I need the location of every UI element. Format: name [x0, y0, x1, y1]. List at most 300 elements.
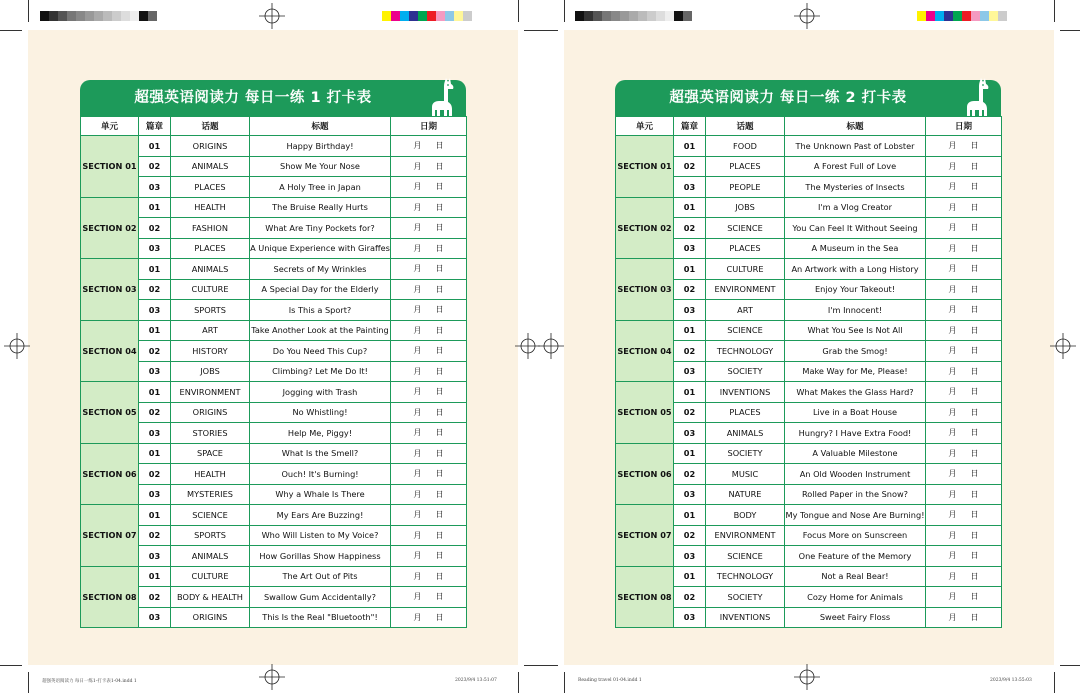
- day-label: 日: [435, 242, 444, 253]
- date-cell[interactable]: [926, 341, 1002, 362]
- title-cell: Secrets of My Wrinkles: [250, 259, 391, 280]
- crop-mark: [28, 672, 29, 693]
- day-label: 日: [970, 488, 979, 499]
- table-row: [616, 177, 1002, 198]
- title-cell: Take Another Look at the Painting: [250, 320, 391, 341]
- table-row: [616, 505, 1002, 526]
- section-label: SECTION 03: [81, 259, 139, 321]
- title-cell: Jogging with Trash: [250, 382, 391, 403]
- date-cell[interactable]: [926, 238, 1002, 259]
- day-label: 日: [970, 406, 979, 417]
- topic-cell: ART: [171, 320, 250, 341]
- chapter-number: 01: [674, 197, 706, 218]
- month-label: 月: [413, 181, 422, 192]
- topic-cell: HEALTH: [171, 197, 250, 218]
- title-cell: What Are Tiny Pockets for?: [250, 218, 391, 239]
- section-label: SECTION 02: [616, 197, 674, 259]
- title-cell: A Holy Tree in Japan: [250, 177, 391, 198]
- date-cell[interactable]: [926, 382, 1002, 403]
- checkin-card: [615, 80, 1001, 628]
- day-label: 日: [435, 591, 444, 602]
- topic-cell: SPORTS: [171, 525, 250, 546]
- section-label: SECTION 07: [616, 505, 674, 567]
- date-cell[interactable]: [926, 423, 1002, 444]
- table-row: [81, 259, 467, 280]
- card-title: 超强英语阅读力 每日一练 2 打卡表: [669, 90, 907, 106]
- registration-mark-icon: [538, 333, 564, 359]
- topic-cell: MUSIC: [706, 464, 785, 485]
- chapter-number: 02: [674, 218, 706, 239]
- card-banner: [615, 80, 1001, 116]
- date-cell[interactable]: [926, 136, 1002, 157]
- month-label: 月: [413, 242, 422, 253]
- month-label: 月: [948, 242, 957, 253]
- crop-mark: [540, 665, 558, 666]
- month-label: 月: [413, 201, 422, 212]
- title-cell: Show Me Your Nose: [250, 156, 391, 177]
- title-cell: One Feature of the Memory: [785, 546, 926, 567]
- table-row: [616, 136, 1002, 157]
- topic-cell: BODY & HEALTH: [171, 587, 250, 608]
- day-label: 日: [435, 550, 444, 561]
- date-cell[interactable]: [926, 464, 1002, 485]
- section-label: SECTION 08: [616, 566, 674, 628]
- day-label: 日: [970, 386, 979, 397]
- topic-cell: SCIENCE: [171, 505, 250, 526]
- date-cell[interactable]: [391, 279, 467, 300]
- day-label: 日: [435, 365, 444, 376]
- date-cell[interactable]: [391, 156, 467, 177]
- crop-mark: [1060, 665, 1080, 666]
- topic-cell: ENVIRONMENT: [171, 382, 250, 403]
- chapter-number: 03: [674, 238, 706, 259]
- table-row: [616, 443, 1002, 464]
- header-chapter: 篇章: [139, 117, 171, 136]
- alpaca-icon: [963, 76, 993, 116]
- date-cell[interactable]: [926, 525, 1002, 546]
- gray-calibration-bar: [575, 11, 692, 21]
- table-row: [616, 361, 1002, 382]
- day-label: 日: [435, 181, 444, 192]
- topic-cell: ANIMALS: [171, 259, 250, 280]
- table-row: [81, 423, 467, 444]
- slug-timestamp: 2023/9/4 13:51:07: [455, 678, 497, 683]
- date-cell[interactable]: [926, 402, 1002, 423]
- date-cell[interactable]: [391, 525, 467, 546]
- table-row: [81, 300, 467, 321]
- title-cell: Why a Whale Is There: [250, 484, 391, 505]
- date-cell[interactable]: [926, 607, 1002, 628]
- date-cell[interactable]: [926, 218, 1002, 239]
- date-cell[interactable]: [391, 320, 467, 341]
- date-cell[interactable]: [926, 484, 1002, 505]
- card-banner: [80, 80, 466, 116]
- topic-cell: CULTURE: [171, 566, 250, 587]
- header-unit: 单元: [81, 117, 139, 136]
- table-row: [616, 423, 1002, 444]
- topic-cell: CULTURE: [171, 279, 250, 300]
- date-cell[interactable]: [391, 177, 467, 198]
- topic-cell: SOCIETY: [706, 443, 785, 464]
- title-cell: What Makes the Glass Hard?: [785, 382, 926, 403]
- date-cell[interactable]: [391, 259, 467, 280]
- header-date: 日期: [926, 117, 1002, 136]
- chapter-number: 03: [139, 484, 171, 505]
- date-cell[interactable]: [391, 197, 467, 218]
- month-label: 月: [413, 447, 422, 458]
- title-cell: Do You Need This Cup?: [250, 341, 391, 362]
- month-label: 月: [413, 611, 422, 622]
- color-calibration-bar: [382, 11, 472, 21]
- chapter-number: 03: [139, 546, 171, 567]
- topic-cell: INVENTIONS: [706, 382, 785, 403]
- chapter-number: 03: [674, 300, 706, 321]
- crop-mark: [28, 0, 29, 22]
- day-label: 日: [435, 324, 444, 335]
- month-label: 月: [413, 222, 422, 233]
- chapter-number: 03: [674, 177, 706, 198]
- registration-mark-icon: [794, 664, 820, 690]
- topic-cell: BODY: [706, 505, 785, 526]
- topic-cell: SOCIETY: [706, 587, 785, 608]
- table-row: [81, 279, 467, 300]
- day-label: 日: [435, 427, 444, 438]
- header-unit: 单元: [616, 117, 674, 136]
- chapter-number: 02: [139, 464, 171, 485]
- header-chapter: 篇章: [674, 117, 706, 136]
- day-label: 日: [435, 140, 444, 151]
- table-row: [81, 320, 467, 341]
- title-cell: A Museum in the Sea: [785, 238, 926, 259]
- topic-cell: ANIMALS: [171, 546, 250, 567]
- topic-cell: PLACES: [706, 156, 785, 177]
- table-row: [81, 177, 467, 198]
- chapter-number: 01: [674, 443, 706, 464]
- topic-cell: ENVIRONMENT: [706, 279, 785, 300]
- chapter-number: 02: [139, 218, 171, 239]
- date-cell[interactable]: [926, 505, 1002, 526]
- slug-file-name: Reading travel 01-04.indd 1: [578, 678, 642, 683]
- title-cell: What Is the Smell?: [250, 443, 391, 464]
- title-cell: An Old Wooden Instrument: [785, 464, 926, 485]
- chapter-number: 03: [674, 607, 706, 628]
- date-cell[interactable]: [926, 177, 1002, 198]
- month-label: 月: [948, 591, 957, 602]
- alpaca-icon: [428, 76, 458, 116]
- date-cell[interactable]: [391, 238, 467, 259]
- chapter-number: 02: [139, 279, 171, 300]
- day-label: 日: [970, 140, 979, 151]
- chapter-number: 01: [139, 197, 171, 218]
- date-cell[interactable]: [926, 279, 1002, 300]
- title-cell: Cozy Home for Animals: [785, 587, 926, 608]
- table-row: [616, 238, 1002, 259]
- day-label: 日: [435, 222, 444, 233]
- month-label: 月: [948, 263, 957, 274]
- header-title: 标题: [250, 117, 391, 136]
- crop-mark: [1054, 0, 1055, 22]
- date-cell[interactable]: [391, 218, 467, 239]
- month-label: 月: [413, 324, 422, 335]
- table-row: [81, 443, 467, 464]
- table-row: [81, 402, 467, 423]
- date-cell[interactable]: [391, 423, 467, 444]
- month-label: 月: [948, 386, 957, 397]
- crop-mark: [540, 30, 558, 31]
- day-label: 日: [970, 345, 979, 356]
- day-label: 日: [970, 222, 979, 233]
- day-label: 日: [970, 509, 979, 520]
- topic-cell: ORIGINS: [171, 607, 250, 628]
- section-label: SECTION 07: [81, 505, 139, 567]
- chapter-number: 03: [139, 607, 171, 628]
- month-label: 月: [413, 140, 422, 151]
- date-cell[interactable]: [926, 156, 1002, 177]
- card-title: 超强英语阅读力 每日一练 1 打卡表: [134, 90, 372, 106]
- date-cell[interactable]: [391, 382, 467, 403]
- crop-mark: [0, 30, 22, 31]
- title-cell: Ouch! It's Burning!: [250, 464, 391, 485]
- month-label: 月: [948, 160, 957, 171]
- title-cell: You Can Feel It Without Seeing: [785, 218, 926, 239]
- topic-cell: SPACE: [171, 443, 250, 464]
- month-label: 月: [413, 365, 422, 376]
- crop-mark: [0, 665, 22, 666]
- header-topic: 话题: [706, 117, 785, 136]
- day-label: 日: [970, 283, 979, 294]
- topic-cell: ART: [706, 300, 785, 321]
- date-cell[interactable]: [926, 320, 1002, 341]
- topic-cell: SOCIETY: [706, 361, 785, 382]
- chapter-number: 01: [139, 505, 171, 526]
- date-cell[interactable]: [391, 607, 467, 628]
- title-cell: Swallow Gum Accidentally?: [250, 587, 391, 608]
- table-row: [81, 382, 467, 403]
- topic-cell: ANIMALS: [706, 423, 785, 444]
- table-row: [616, 566, 1002, 587]
- section-label: SECTION 06: [616, 443, 674, 505]
- date-cell[interactable]: [391, 361, 467, 382]
- date-cell[interactable]: [926, 546, 1002, 567]
- month-label: 月: [413, 570, 422, 581]
- day-label: 日: [435, 345, 444, 356]
- month-label: 月: [413, 386, 422, 397]
- table-row: [616, 402, 1002, 423]
- date-cell[interactable]: [926, 197, 1002, 218]
- month-label: 月: [948, 201, 957, 212]
- day-label: 日: [435, 468, 444, 479]
- month-label: 月: [948, 283, 957, 294]
- date-cell[interactable]: [391, 341, 467, 362]
- table-row: [616, 259, 1002, 280]
- title-cell: Rolled Paper in the Snow?: [785, 484, 926, 505]
- topic-cell: JOBS: [171, 361, 250, 382]
- table-row: [81, 566, 467, 587]
- date-cell[interactable]: [391, 505, 467, 526]
- title-cell: Grab the Smog!: [785, 341, 926, 362]
- table-row: [616, 464, 1002, 485]
- month-label: 月: [413, 345, 422, 356]
- month-label: 月: [948, 406, 957, 417]
- topic-cell: ENVIRONMENT: [706, 525, 785, 546]
- date-cell[interactable]: [926, 443, 1002, 464]
- crop-mark: [524, 30, 540, 31]
- date-cell[interactable]: [926, 587, 1002, 608]
- chapter-number: 01: [674, 320, 706, 341]
- day-label: 日: [970, 447, 979, 458]
- slug-file-name: 超强英语阅读力 每日一练1-打卡表1-04.indd 1: [42, 679, 137, 684]
- date-cell[interactable]: [391, 484, 467, 505]
- gray-calibration-bar: [40, 11, 157, 21]
- title-cell: An Artwork with a Long History: [785, 259, 926, 280]
- day-label: 日: [435, 509, 444, 520]
- chapter-number: 03: [139, 300, 171, 321]
- topic-cell: TECHNOLOGY: [706, 566, 785, 587]
- title-cell: Live in a Boat House: [785, 402, 926, 423]
- month-label: 月: [948, 529, 957, 540]
- table-row: [81, 341, 467, 362]
- chapter-number: 02: [139, 525, 171, 546]
- crop-mark: [1054, 672, 1055, 693]
- chapter-number: 02: [139, 341, 171, 362]
- table-row: [616, 546, 1002, 567]
- chapter-number: 01: [139, 382, 171, 403]
- table-row: [81, 238, 467, 259]
- month-label: 月: [948, 365, 957, 376]
- table-row: [81, 505, 467, 526]
- month-label: 月: [413, 160, 422, 171]
- month-label: 月: [948, 447, 957, 458]
- date-cell[interactable]: [391, 402, 467, 423]
- registration-mark-icon: [1050, 333, 1076, 359]
- date-cell[interactable]: [391, 464, 467, 485]
- section-label: SECTION 05: [616, 382, 674, 444]
- month-label: 月: [413, 591, 422, 602]
- title-cell: The Bruise Really Hurts: [250, 197, 391, 218]
- table-row: [81, 484, 467, 505]
- month-label: 月: [413, 406, 422, 417]
- month-label: 月: [413, 283, 422, 294]
- topic-cell: PLACES: [706, 238, 785, 259]
- day-label: 日: [435, 488, 444, 499]
- color-calibration-bar: [917, 11, 1007, 21]
- chapter-number: 02: [674, 587, 706, 608]
- table-row: [616, 607, 1002, 628]
- chapter-number: 02: [674, 525, 706, 546]
- checkin-table: [615, 116, 1002, 628]
- day-label: 日: [970, 611, 979, 622]
- date-cell[interactable]: [926, 259, 1002, 280]
- topic-cell: TECHNOLOGY: [706, 341, 785, 362]
- table-row: [616, 156, 1002, 177]
- chapter-number: 01: [674, 136, 706, 157]
- table-row: [81, 525, 467, 546]
- table-row: [616, 197, 1002, 218]
- day-label: 日: [435, 304, 444, 315]
- title-cell: The Unknown Past of Lobster: [785, 136, 926, 157]
- date-cell[interactable]: [926, 566, 1002, 587]
- month-label: 月: [413, 427, 422, 438]
- day-label: 日: [970, 365, 979, 376]
- day-label: 日: [435, 386, 444, 397]
- table-row: [616, 382, 1002, 403]
- title-cell: Enjoy Your Takeout!: [785, 279, 926, 300]
- title-cell: The Mysteries of Insects: [785, 177, 926, 198]
- chapter-number: 03: [139, 177, 171, 198]
- day-label: 日: [435, 611, 444, 622]
- month-label: 月: [948, 509, 957, 520]
- chapter-number: 03: [139, 361, 171, 382]
- month-label: 月: [413, 550, 422, 561]
- date-cell[interactable]: [926, 361, 1002, 382]
- date-cell[interactable]: [391, 587, 467, 608]
- date-cell[interactable]: [391, 136, 467, 157]
- month-label: 月: [413, 488, 422, 499]
- section-label: SECTION 04: [81, 320, 139, 382]
- chapter-number: 01: [674, 259, 706, 280]
- table-row: [81, 546, 467, 567]
- section-label: SECTION 04: [616, 320, 674, 382]
- registration-mark-icon: [259, 3, 285, 29]
- day-label: 日: [970, 160, 979, 171]
- date-cell[interactable]: [391, 443, 467, 464]
- day-label: 日: [970, 570, 979, 581]
- topic-cell: MYSTERIES: [171, 484, 250, 505]
- day-label: 日: [970, 181, 979, 192]
- chapter-number: 03: [139, 423, 171, 444]
- topic-cell: PLACES: [171, 238, 250, 259]
- topic-cell: ORIGINS: [171, 136, 250, 157]
- title-cell: Hungry? I Have Extra Food!: [785, 423, 926, 444]
- day-label: 日: [970, 529, 979, 540]
- table-row: [616, 484, 1002, 505]
- day-label: 日: [435, 406, 444, 417]
- slug-timestamp: 2023/9/4 13:55:03: [990, 678, 1032, 683]
- table-row: [616, 341, 1002, 362]
- crop-mark: [518, 672, 519, 693]
- month-label: 月: [413, 509, 422, 520]
- topic-cell: PLACES: [706, 402, 785, 423]
- topic-cell: FASHION: [171, 218, 250, 239]
- chapter-number: 01: [139, 443, 171, 464]
- topic-cell: ANIMALS: [171, 156, 250, 177]
- section-label: SECTION 06: [81, 443, 139, 505]
- title-cell: A Valuable Milestone: [785, 443, 926, 464]
- title-cell: How Gorillas Show Happiness: [250, 546, 391, 567]
- chapter-number: 02: [674, 279, 706, 300]
- chapter-number: 02: [674, 402, 706, 423]
- table-row: [81, 464, 467, 485]
- title-cell: I'm Innocent!: [785, 300, 926, 321]
- day-label: 日: [970, 201, 979, 212]
- table-row: [81, 361, 467, 382]
- header-date: 日期: [391, 117, 467, 136]
- date-cell[interactable]: [391, 300, 467, 321]
- section-label: SECTION 08: [81, 566, 139, 628]
- date-cell[interactable]: [391, 546, 467, 567]
- header-title: 标题: [785, 117, 926, 136]
- date-cell[interactable]: [391, 566, 467, 587]
- month-label: 月: [948, 468, 957, 479]
- chapter-number: 03: [139, 238, 171, 259]
- registration-mark-icon: [4, 333, 30, 359]
- date-cell[interactable]: [926, 300, 1002, 321]
- day-label: 日: [970, 468, 979, 479]
- chapter-number: 02: [674, 341, 706, 362]
- day-label: 日: [970, 550, 979, 561]
- month-label: 月: [948, 324, 957, 335]
- chapter-number: 01: [139, 136, 171, 157]
